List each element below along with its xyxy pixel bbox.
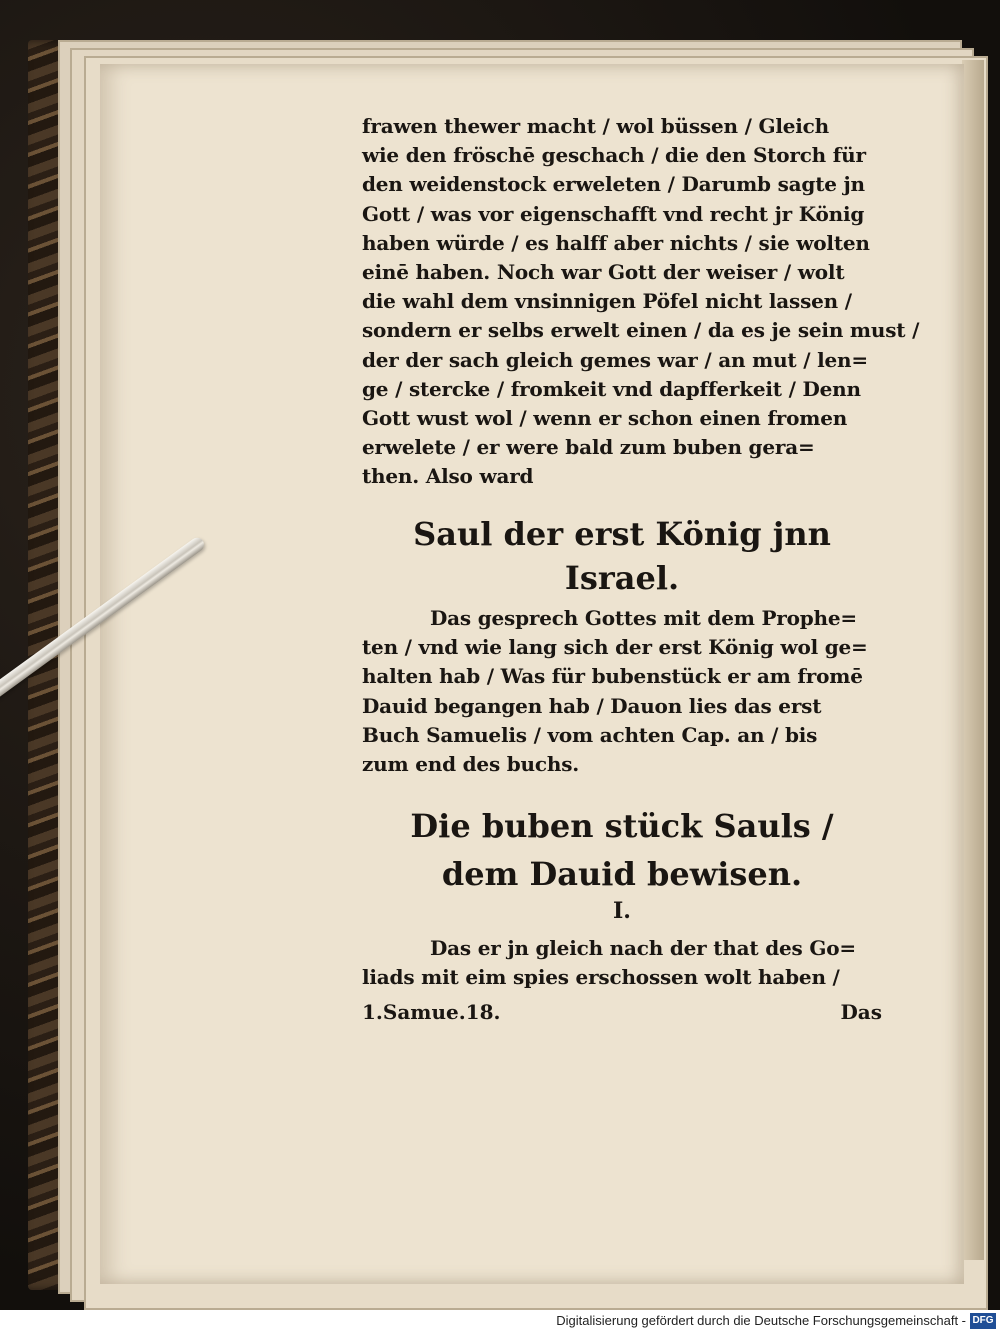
catchword: Das (840, 1000, 882, 1024)
text-line: Das er jn gleich nach der that des Go= (430, 936, 856, 960)
text-line: liads mit eim spies erschossen wolt haben / (362, 965, 840, 990)
text-line: der der sach gleich gemes war / an mut / len= (362, 347, 868, 372)
text-line: haben würde / es halff aber nichts / sie wolten (362, 230, 870, 255)
text-line: Dauid begangen hab / Dauon lies das erst (362, 693, 822, 718)
text-line: erwelete / er were bald zum buben gera= (362, 435, 815, 460)
text-line: ge / stercke / fromkeit vnd dapfferkeit / Denn (362, 376, 861, 401)
credit-bar (0, 1310, 1000, 1333)
text-line: den weidenstock erweleten / Darumb sagte jn (362, 172, 865, 197)
text-line: wie den fröschē geschach / die den Storch für (362, 143, 866, 168)
heading-line: Israel. (564, 559, 680, 597)
page-text (362, 112, 920, 1024)
text-line: halten hab / Was für bubenstück er am fromē (362, 664, 863, 689)
summary-paragraph (362, 604, 882, 779)
heading-line: Die buben stück Sauls / (410, 807, 834, 845)
chapter-heading (362, 512, 882, 600)
section-heading (362, 802, 882, 898)
text-line: einē haben. Noch war Gott der weiser / wolt (362, 260, 845, 285)
body-paragraph (362, 112, 920, 492)
heading-line: Saul der erst König jnn (413, 515, 831, 553)
text-line: Das gesprech Gottes mit dem Prophe= (430, 606, 857, 630)
text-line: die wahl dem vnsinnigen Pöfel nicht lassen / (362, 289, 852, 314)
text-line: zum end des buchs. (362, 752, 580, 777)
text-line: sondern er selbs erwelt einen / da es je sein must / (362, 318, 920, 343)
heading-line: dem Dauid bewisen. (441, 855, 803, 893)
section-number: I. (613, 898, 631, 924)
marginal-reference: 1.Samue.18. (362, 1000, 501, 1024)
page-footer (362, 1000, 882, 1024)
section-paragraph (362, 934, 882, 992)
dfg-logo-icon: DFG (970, 1313, 996, 1329)
text-line: frawen thewer macht / wol büssen / Gleich (362, 114, 829, 138)
page-fore-edge (962, 60, 984, 1260)
credit-text: Digitalisierung gefördert durch die Deutsche Forschungsgemeinschaft - (556, 1313, 966, 1328)
text-line: then. Also ward (362, 464, 534, 489)
text-line: ten / vnd wie lang sich der erst König wol ge= (362, 635, 868, 660)
text-line: Gott wust wol / wenn er schon einen fromen (362, 406, 848, 431)
text-line: Gott / was vor eigenschafft vnd recht jr König (362, 201, 865, 226)
text-line: Buch Samuelis / vom achten Cap. an / bis (362, 722, 818, 747)
